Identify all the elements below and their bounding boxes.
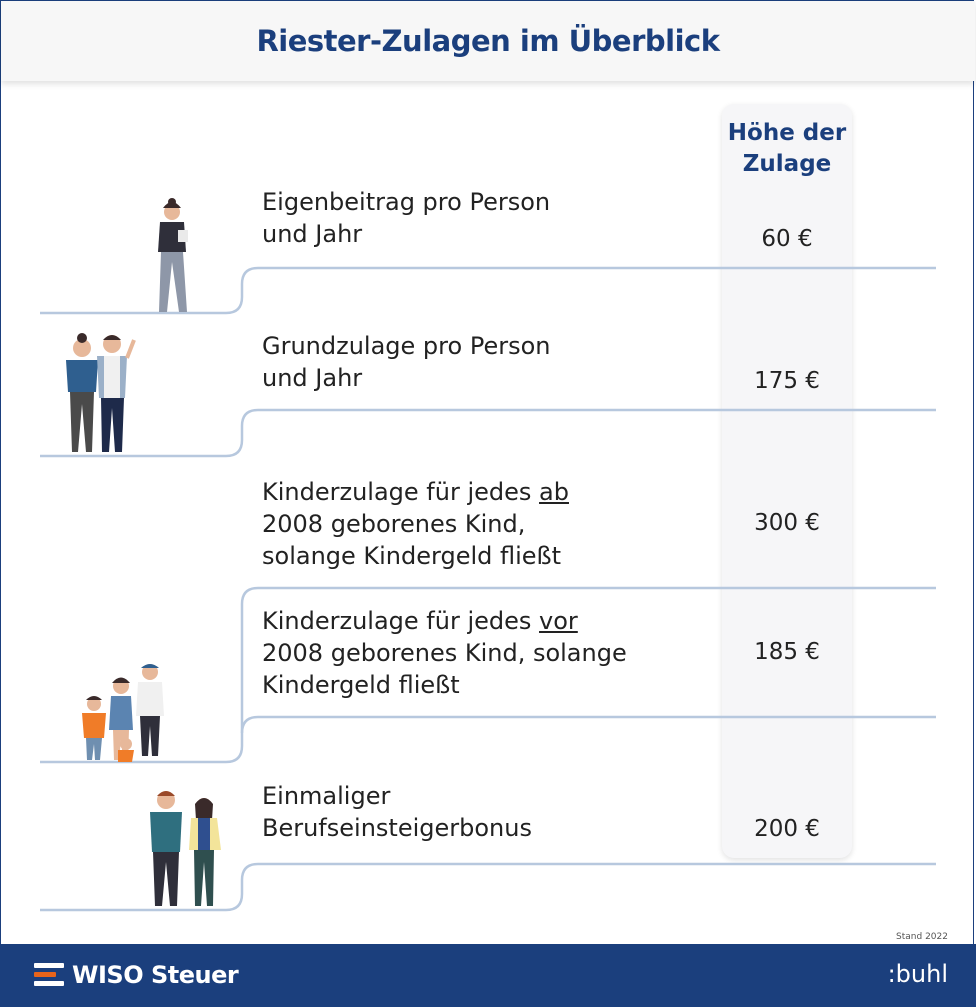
row-1-line-1: Eigenbeitrag pro Person: [262, 188, 551, 216]
connector-line-4: [242, 717, 936, 733]
row-3-line-2: 2008 geborenes Kind,: [262, 510, 526, 538]
row-3-line-1: [262, 476, 569, 508]
row-4-underlined-word: vor: [539, 607, 578, 635]
brand-name: WISO Steuer: [72, 961, 239, 989]
single-person-illustration: [158, 198, 188, 312]
row-4-line-1: [262, 605, 627, 637]
row-5-line-2: Berufseinsteigerbonus: [262, 814, 532, 842]
row-grundzulage-value: 175 €: [754, 368, 820, 394]
family-illustration: [82, 664, 164, 762]
wiso-brand: [34, 961, 238, 989]
wiso-logo-icon: [34, 961, 64, 989]
row-2-line-1: Grundzulage pro Person: [262, 332, 551, 360]
row-4-line-2: 2008 geborenes Kind, solange: [262, 639, 627, 667]
row-eigenbeitrag-value: 60 €: [761, 226, 813, 252]
connector-line-2: [40, 410, 936, 456]
row-4-line-1-text: Kinderzulage für jedes: [262, 607, 540, 635]
row-kinderzulage-ab-value: 300 €: [754, 510, 820, 536]
value-column-header-line2: Zulage: [742, 151, 832, 177]
row-berufseinsteiger-label: [262, 780, 532, 844]
row-3-line-1-text: Kinderzulage für jedes: [262, 478, 540, 506]
row-eigenbeitrag-label: [262, 186, 550, 250]
row-5-line-1: Einmaliger: [262, 782, 391, 810]
young-couple-illustration: [150, 791, 221, 906]
row-3-line-3: solange Kindergeld fließt: [262, 542, 562, 570]
row-4-line-3: Kindergeld fließt: [262, 671, 460, 699]
row-berufseinsteiger-value: 200 €: [754, 816, 820, 842]
row-1-line-2: und Jahr: [262, 220, 363, 248]
value-column-header-line1: Höhe der: [727, 120, 847, 146]
buhl-logo: :buhl: [887, 960, 948, 988]
row-2-line-2: und Jahr: [262, 364, 363, 392]
date-note: Stand 2022: [896, 932, 948, 942]
footer-bar: [0, 944, 976, 1007]
row-kinderzulage-ab-label: [262, 476, 569, 572]
row-3-underlined-word: ab: [539, 478, 569, 506]
page-title: Riester-Zulagen im Überblick: [256, 24, 720, 58]
row-grundzulage-label: [262, 330, 550, 394]
couple-illustration: [66, 333, 134, 452]
row-kinderzulage-vor-value: 185 €: [754, 639, 820, 665]
row-kinderzulage-vor-label: [262, 605, 627, 701]
